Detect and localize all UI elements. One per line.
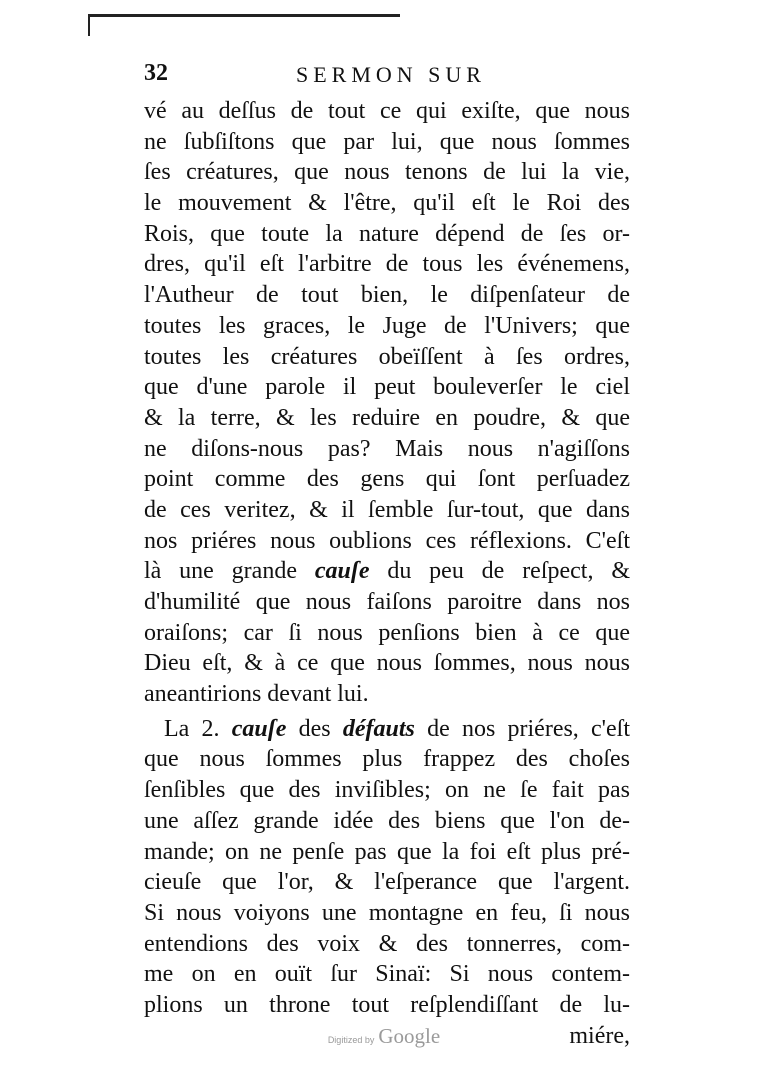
top-border-rule (88, 14, 400, 17)
text-run: des (286, 715, 343, 742)
page-number: 32 (144, 60, 168, 86)
text-line: aneantirions devant lui. (144, 681, 369, 708)
text-line: Si nous voiyons une montagne en feu, ſi nous (144, 899, 630, 926)
text-line: cieuſe que l'or, & l'eſperance que l'argent. (144, 869, 630, 896)
text-line: plions un throne tout reſplendiſſant de lu- (144, 991, 630, 1018)
text-line: ne diſons-nous pas? Mais nous n'agiſſons (144, 435, 630, 462)
text-line: ſes créatures, que nous tenons de lui la vie, (144, 159, 630, 186)
text-line: ne ſubſiſtons que par lui, que nous ſommes (144, 128, 630, 155)
text-line: Rois, que toute la nature dépend de ſes or- (144, 220, 630, 247)
italic-term: défauts (342, 715, 415, 742)
text-line: Dieu eſt, & à ce que nous ſommes, nous nous (144, 650, 630, 677)
running-head: SERMON SUR (296, 62, 486, 87)
text-line: mande; on ne penſe pas que la foi eſt plus pré- (144, 838, 630, 865)
digitized-label: Digitized by (327, 1035, 375, 1045)
text-line: que nous ſommes plus frappez des choſes (144, 746, 630, 773)
text-line: me on en ouït ſur Sinaï: Si nous contem- (144, 961, 630, 988)
italic-term: cauſe (314, 558, 370, 585)
text-line: l'Autheur de tout bien, le diſpenſateur de (144, 282, 630, 309)
text-line (144, 714, 630, 745)
italic-term: cauſe (231, 715, 287, 742)
text-line: dres, qu'il eſt l'arbitre de tous les événemens, (144, 251, 630, 278)
text-line: & la terre, & les reduire en poudre, & que (144, 404, 630, 431)
digitization-watermark (0, 1024, 768, 1049)
text-line: entendions des voix & des tonnerres, com- (144, 930, 630, 957)
text-run: La 2. (164, 715, 232, 742)
text-run: du peu de reſpect, & (369, 558, 630, 585)
text-line: une aſſez grande idée des biens que l'on de- (144, 807, 630, 834)
text-line: d'humilité que nous faiſons paroitre dans nos (144, 589, 630, 615)
text-line: que d'une parole il peut bouleverſer le ciel (144, 374, 630, 401)
text-line: ſenſibles que des inviſibles; on ne ſe fait pas (144, 777, 630, 804)
brand-logo-text: Google (378, 1024, 441, 1048)
text-run: là une grande (144, 558, 315, 585)
text-line: point comme des gens qui ſont perſuadez (144, 466, 630, 493)
catchword: miére, (569, 1022, 630, 1049)
text-line: oraiſons; car ſi nous penſions bien à ce que (144, 619, 630, 646)
text-line: le mouvement & l'être, qu'il eſt le Roi des (144, 190, 630, 217)
text-line (144, 556, 630, 587)
text-line: toutes les créatures obeïſſent à ſes ordres, (144, 343, 630, 370)
page-header (144, 60, 624, 94)
body-text (144, 96, 630, 1051)
text-line: toutes les graces, le Juge de l'Univers; que (144, 312, 630, 339)
text-line: nos priéres nous oublions ces réflexions. C'eſt (144, 527, 630, 554)
text-line: vé au deſſus de tout ce qui exiſte, que nous (144, 98, 630, 124)
top-border-tick (88, 14, 90, 36)
text-line: de ces veritez, & il ſemble ſur-tout, que dans (144, 496, 630, 523)
text-run: de nos priéres, c'eſt (414, 715, 630, 742)
